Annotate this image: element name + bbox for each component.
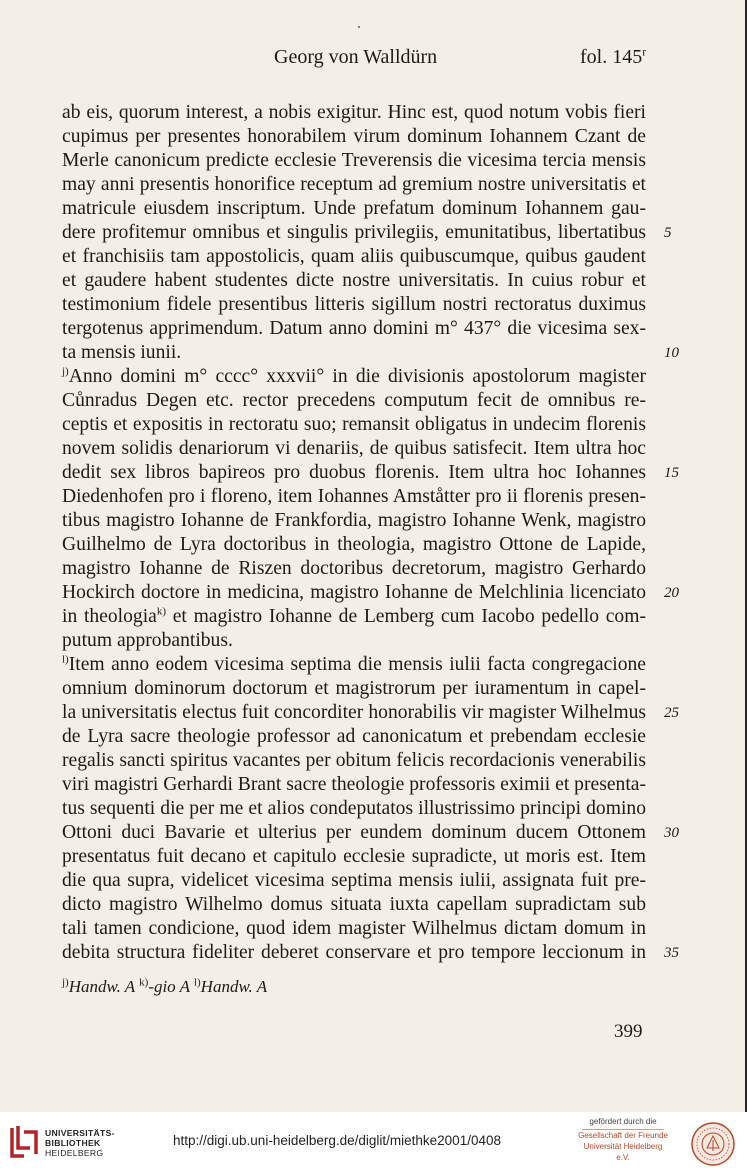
text-line: tus sequenti die per me et alios condeputatos illustrissimo principi domino (62, 798, 646, 819)
text-line: putum approbantibus. (62, 630, 233, 651)
text-line: Guilhelmo de Lyra doctoribus in theologia, magistro Ottone de Lapide, (62, 534, 646, 555)
text-line: magistro Iohanne de Riszen doctoribus decretorum, magistro Gerhardo (62, 558, 646, 579)
library-name-line: HEIDELBERG (45, 1148, 104, 1158)
text-line: tergotenus apprimendum. Datum anno domini m° 437° die vicesima sex- (62, 318, 646, 339)
line-number: 10 (664, 345, 679, 361)
text-line: Hockirch doctore in medicina, magistro Iohanne de Melchlinia licenciato (62, 582, 646, 603)
folio-superscript: r (642, 44, 647, 59)
text-line: la universitatis electus fuit concorditer honorabilis vir magister Wilhelmus (62, 702, 646, 723)
text-line: regalis sancti spiritus vacantes per obitum felicis recordacionis venerabilis (62, 750, 646, 771)
library-name (45, 1128, 115, 1158)
text-line: et franchisiis tam appostolicis, quam aliis quibuscumque, quibus gaudent (62, 246, 646, 267)
text-line: Ottoni duci Bavarie et ulterius per eundem dominum ducem Ottonem (62, 822, 646, 843)
sponsor-text (578, 1116, 668, 1163)
text-line: Merle canonicum predicte ecclesie Treverensis die vicesima tercia mensis (62, 150, 646, 171)
permalink-url[interactable]: http://digi.ub.uni-heidelberg.de/diglit/miethke2001/0408 (173, 1133, 501, 1148)
folio-text: fol. 145 (580, 46, 643, 68)
text-line: Diedenhofen pro i floreno, item Iohannes Amståtter pro ii florenis presen- (62, 486, 646, 507)
text-line: et gaudere habent studentes dicte nostre universitatis. In cuius robur et (62, 270, 646, 291)
sponsor-line: Universität Heidelberg e.V. (583, 1142, 663, 1162)
text-line: testimonium fidele presentibus litteris sigillum nostri rectoratus duximus (62, 294, 646, 315)
ub-heidelberg-logo-icon[interactable] (8, 1122, 42, 1160)
folio-label (580, 46, 646, 69)
running-title: Georg von Walldürn (274, 46, 438, 68)
text-line: ab eis, quorum interest, a nobis exigitur. Hinc est, quod notum vobis fieri (62, 102, 646, 123)
footnotes: $^{j)}$Handw. A $^{k)}$-gio A $^{l)}$Handw. A (62, 976, 268, 996)
text-line: presentatus fuit decano et capitulo ecclesie supradicte, ut moris est. Item (62, 846, 646, 867)
text-line: omnium dominorum doctorum et magistrorum per iuramentum in capel- (62, 678, 646, 699)
digitization-footer (0, 1112, 747, 1171)
page-number: 399 (614, 1021, 643, 1042)
library-name-line: UNIVERSITÄTS- (45, 1128, 115, 1138)
line-number: 5 (664, 225, 672, 241)
text-line: may anni presentis honorifice receptum ad gremium nostre universitatis et (62, 174, 646, 195)
text-line: ta mensis iunii. (62, 342, 182, 363)
sponsor-line: Gesellschaft der Freunde (578, 1131, 668, 1140)
text-line: ceptis et expositis in rectoratu suo; remansit obligatus in undecim florenis (62, 414, 646, 435)
text-line: Cůnradus Degen etc. rector precedens computum fecit de omnibus re- (62, 390, 646, 411)
line-number: 35 (664, 945, 679, 961)
line-number: 15 (664, 465, 679, 481)
text-line: dere profitemur omnibus et singulis privilegiis, emunitatibus, libertatibus (62, 222, 646, 243)
text-line: tibus magistro Iohanne de Frankfordia, magistro Iohanne Wenk, magistro (62, 510, 646, 531)
text-line: tali tamen condicione, quod idem magister Wilhelmus dictam domum in (62, 918, 646, 939)
text-line: matricule eiusdem inscriptum. Unde prefatum dominum Iohannem gau- (62, 198, 646, 219)
text-line: in theologia$^{k)}$ et magistro Iohanne de Lemberg cum Iacobo pedello com- (62, 605, 646, 627)
sponsor-line: gefördert durch die (589, 1117, 657, 1126)
text-line: viri magistri Gerhardi Brant sacre theologie professoris eximii et presenta- (62, 774, 646, 795)
library-name-line: BIBLIOTHEK (45, 1138, 101, 1148)
text-line: dedit sex libros bapireos pro duobus florenis. Item ultra hoc Iohannes (62, 462, 646, 483)
text-line: die qua supra, videlicet vicesima septima mensis iulii, assignata fuit pre- (62, 870, 646, 891)
line-number: 25 (664, 705, 679, 721)
line-number: 30 (664, 825, 679, 841)
text-line: debita structura fideliter deberet conservare et pro tempore leccionum in (62, 942, 646, 963)
university-seal-icon (690, 1121, 736, 1167)
text-line: $^{j)}$Anno domini m° cccc° xxxvii° in die divisionis apostolorum magister (62, 365, 646, 387)
scan-speck (358, 26, 360, 28)
text-line: de Lyra sacre theologie professor ad canonicatum et prebendam ecclesie (62, 726, 646, 747)
text-line: dicto magistro Wilhelmo domus situata iuxta capellam supradictam sub (62, 894, 646, 915)
line-number: 20 (664, 585, 679, 601)
text-line: cupimus per presentes honorabilem virum dominum Iohannem Czant de (62, 126, 646, 147)
text-line: $^{l)}$Item anno eodem vicesima septima die mensis iulii facta congregacione (62, 653, 646, 675)
text-line: novem solidis denariorum vi denariis, de quibus satisfecit. Item ultra hoc (62, 438, 646, 459)
